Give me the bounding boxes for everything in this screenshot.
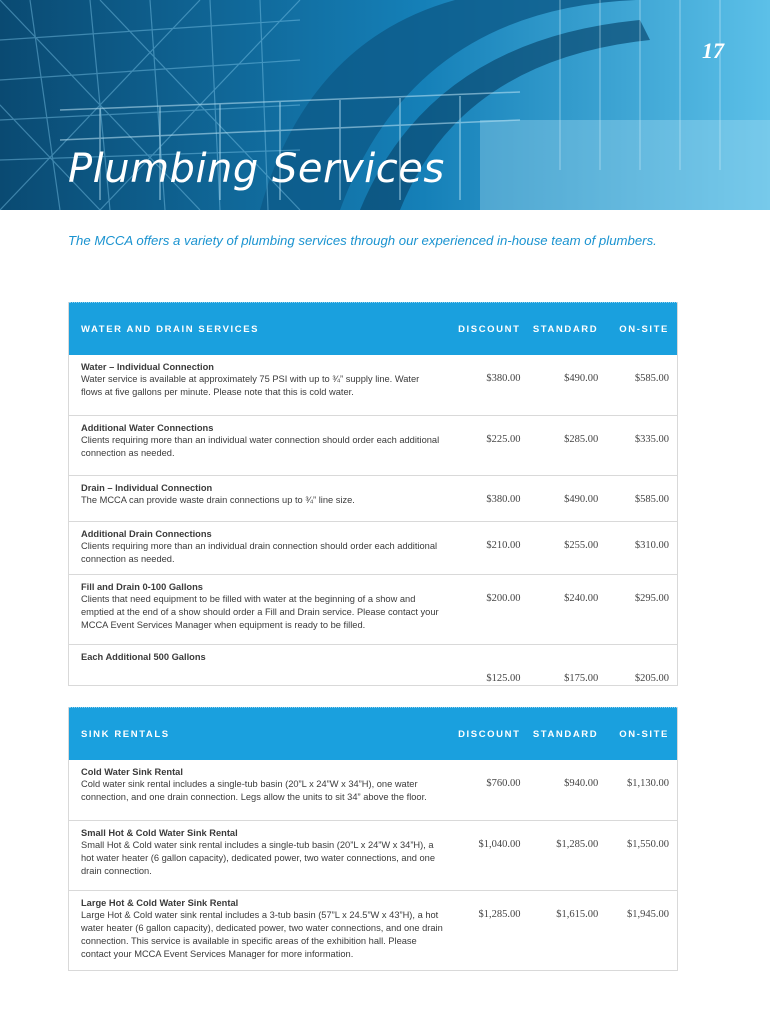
price-onsite: $585.00 (634, 494, 669, 505)
table-row (69, 574, 677, 644)
service-title: Cold Water Sink Rental (81, 767, 183, 777)
price-discount: $210.00 (486, 540, 521, 551)
service-cell (69, 760, 443, 804)
price-onsite: $585.00 (634, 373, 669, 384)
header-service: SINK RENTALS (81, 728, 170, 740)
price-standard: $175.00 (564, 673, 599, 684)
header-discount: DISCOUNT (458, 323, 521, 335)
header-banner (0, 0, 770, 210)
service-description: Small Hot & Cold water sink rental includes a single-tub basin (20”L x 24”W x 34”H), a hot water heater (6 gallon capacity), dedicated power, two water connections, and one drain connection. (81, 840, 436, 876)
service-title: Drain – Individual Connection (81, 483, 213, 493)
service-description: Large Hot & Cold water sink rental includes a 3-tub basin (57”L x 24.5”W x 43”H), a hot water heater (6 gallon capacity), dedicated power, two water connections, and one drain connection. This service is available in specific areas of the exhibition hall. Please contact your MCCA Event Services Manager for more information. (81, 910, 443, 959)
price-onsite: $295.00 (634, 593, 669, 604)
service-description: Clients that need equipment to be filled with water at the beginning of a show and emptied at the end of a show should order a Fill and Drain service. Please contact your MCCA Event Services Manager when equipment is ready to be filled. (81, 594, 439, 630)
page-number: 17 (702, 38, 724, 63)
price-discount: $1,040.00 (478, 839, 521, 850)
table-row (69, 355, 677, 415)
header-service: WATER AND DRAIN SERVICES (81, 323, 260, 335)
header-onsite: ON-SITE (619, 323, 669, 335)
price-standard: $490.00 (564, 373, 599, 384)
service-cell (69, 522, 443, 566)
page-title: Plumbing Services (68, 146, 445, 192)
service-description: Water service is available at approximately 75 PSI with up to ¾” supply line. Water flows at five gallons per minute. Please note that this is cold water. (81, 374, 420, 397)
service-cell (69, 575, 443, 632)
service-title: Water – Individual Connection (81, 362, 214, 372)
service-title: Large Hot & Cold Water Sink Rental (81, 898, 239, 908)
service-description: Cold water sink rental includes a single-tub basin (20”L x 24”W x 34”H), one water connection, and one drain connection. Legs allow the units to sit 34” above the floor. (81, 779, 427, 802)
table-row (69, 644, 677, 685)
service-description: The MCCA can provide waste drain connections up to ¾” line size. (81, 495, 355, 505)
service-cell (69, 355, 443, 399)
price-standard: $255.00 (564, 540, 599, 551)
price-standard: $1,285.00 (556, 839, 599, 850)
service-cell (69, 645, 443, 663)
service-cell (69, 821, 443, 878)
price-onsite: $335.00 (634, 434, 669, 445)
price-standard: $940.00 (564, 778, 599, 789)
sink-rentals-table (68, 707, 678, 971)
price-standard: $490.00 (564, 494, 599, 505)
price-onsite: $1,550.00 (627, 839, 669, 850)
price-discount: $760.00 (486, 778, 521, 789)
price-onsite: $310.00 (634, 540, 669, 551)
service-title: Small Hot & Cold Water Sink Rental (81, 828, 238, 838)
price-onsite: $1,945.00 (627, 909, 669, 920)
service-description: Clients requiring more than an individual drain connection should order each additional connection as needed. (81, 541, 438, 564)
table-row (69, 760, 677, 820)
table-row (69, 890, 677, 970)
service-title: Additional Drain Connections (81, 529, 212, 539)
service-cell (69, 891, 443, 961)
service-cell (69, 416, 443, 460)
water-drain-table (68, 302, 678, 686)
price-onsite: $1,130.00 (627, 778, 669, 789)
service-title: Fill and Drain 0-100 Gallons (81, 582, 203, 592)
table-header (69, 302, 677, 355)
price-discount: $200.00 (486, 593, 521, 604)
header-standard: STANDARD (532, 323, 599, 335)
table-row (69, 820, 677, 890)
price-discount: $125.00 (486, 673, 521, 684)
service-description: Clients requiring more than an individual water connection should order each additional connection as needed. (81, 435, 440, 458)
header-discount: DISCOUNT (458, 728, 521, 740)
service-cell (69, 476, 443, 507)
price-standard: $1,615.00 (556, 909, 599, 920)
header-standard: STANDARD (532, 728, 599, 740)
price-standard: $240.00 (564, 593, 599, 604)
price-discount: $1,285.00 (478, 909, 521, 920)
table-row (69, 521, 677, 574)
price-discount: $380.00 (486, 373, 521, 384)
price-discount: $225.00 (486, 434, 521, 445)
price-onsite: $205.00 (634, 673, 669, 684)
table-header (69, 707, 677, 760)
price-standard: $285.00 (564, 434, 599, 445)
price-discount: $380.00 (486, 494, 521, 505)
service-title: Additional Water Connections (81, 423, 214, 433)
header-onsite: ON-SITE (619, 728, 669, 740)
service-title: Each Additional 500 Gallons (81, 652, 206, 662)
intro-text: The MCCA offers a variety of plumbing services through our experienced in-house team of plumbers. (68, 233, 657, 248)
table-row (69, 415, 677, 475)
table-row (69, 475, 677, 521)
